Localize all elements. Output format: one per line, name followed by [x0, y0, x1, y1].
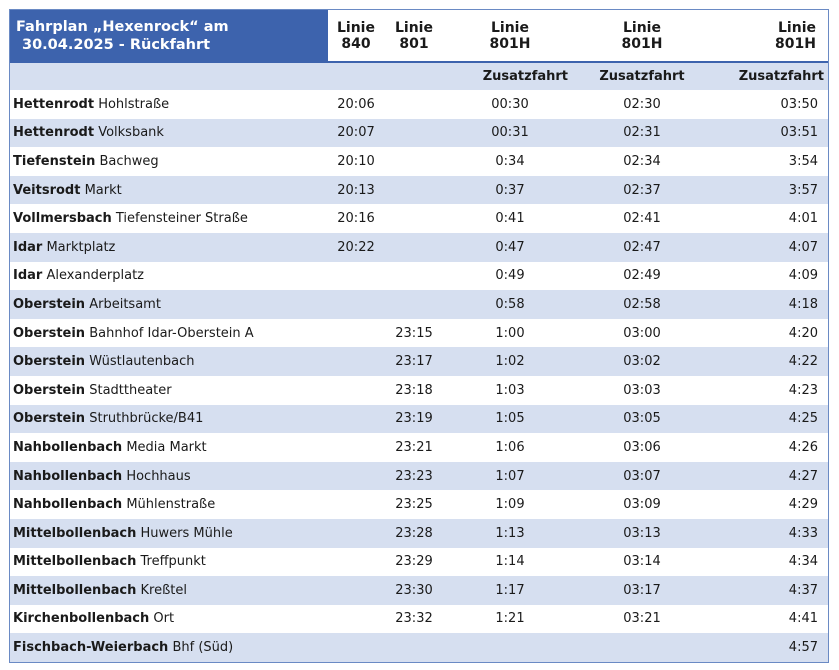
time-801h-2: 02:41: [623, 211, 661, 227]
time-801: 23:32: [395, 611, 433, 627]
time-801h-1: 00:30: [491, 96, 529, 112]
timetable-frame: [9, 9, 829, 663]
time-801: [384, 262, 444, 291]
stop-place: Oberstein: [13, 296, 86, 312]
time-840: [328, 548, 384, 577]
stop-place: Oberstein: [13, 382, 86, 398]
subheader-840: [328, 62, 384, 90]
time-840: 20:22: [337, 239, 375, 255]
stop-name: [10, 347, 328, 376]
stop-detail: Huwers Mühle: [140, 525, 233, 541]
time-801h-1: 00:31: [491, 125, 529, 141]
header-row: [10, 10, 828, 62]
time-801: [384, 204, 444, 233]
table-row: [10, 176, 828, 205]
time-801: [384, 119, 444, 148]
table-row: [10, 433, 828, 462]
time-801h-1: 1:09: [495, 497, 525, 513]
time-801h-3: 4:34: [788, 554, 818, 570]
time-801h-2: 02:31: [623, 125, 661, 141]
time-801h-1: [444, 633, 576, 662]
time-801: 23:25: [395, 497, 433, 513]
stop-detail: Bahnhof Idar-Oberstein A: [89, 325, 254, 341]
time-801: [384, 290, 444, 319]
time-801: 23:23: [395, 468, 433, 484]
table-row: [10, 347, 828, 376]
time-801: [384, 176, 444, 205]
stop-name: [10, 405, 328, 434]
stop-place: Idar: [13, 268, 43, 284]
time-801h-3: 4:01: [788, 211, 818, 227]
stop-place: Oberstein: [13, 354, 86, 370]
time-801h-2: 02:37: [623, 182, 661, 198]
column-header-840: Linie 840: [328, 10, 384, 62]
time-801h-3: 4:57: [788, 640, 818, 656]
time-840: [328, 605, 384, 634]
stop-detail: Bachweg: [99, 153, 159, 169]
time-801h-1: 1:21: [495, 611, 525, 627]
time-801h-2: 03:17: [623, 582, 661, 598]
table-row: [10, 576, 828, 605]
stop-place: Mittelbollenbach: [13, 582, 137, 598]
table-row: [10, 204, 828, 233]
stop-name: [10, 490, 328, 519]
time-801h-2: 03:05: [623, 411, 661, 427]
title-line-1: Fahrplan „Hexenrock“ am: [16, 18, 229, 35]
table-row: [10, 462, 828, 491]
time-801: [384, 147, 444, 176]
time-801h-2: 03:06: [623, 439, 661, 455]
time-801h-3: 4:37: [788, 582, 818, 598]
time-801: 23:19: [395, 411, 433, 427]
time-801h-1: 1:13: [495, 525, 525, 541]
column-header-801h-1: Linie 801H: [444, 10, 576, 62]
timetable: [10, 10, 828, 662]
time-801h-1: 0:49: [495, 268, 525, 284]
stop-place: Kirchenbollenbach: [13, 611, 150, 627]
time-801h-2: 03:07: [623, 468, 661, 484]
time-801h-2: 03:13: [623, 525, 661, 541]
time-801h-1: 0:37: [495, 182, 525, 198]
time-801: 23:30: [395, 582, 433, 598]
timetable-body: [10, 90, 828, 662]
time-840: [328, 405, 384, 434]
time-801h-1: 1:07: [495, 468, 525, 484]
column-header-801: Linie 801: [384, 10, 444, 62]
time-801: [384, 633, 444, 662]
time-801: [384, 90, 444, 119]
time-801h-3: 4:29: [788, 497, 818, 513]
subheader-801h-1: Zusatzfahrt: [384, 62, 576, 90]
stop-detail: Markt: [84, 182, 122, 198]
time-801h-2: 02:58: [623, 296, 661, 312]
time-840: 20:06: [337, 96, 375, 112]
stop-place: Nahbollenbach: [13, 497, 123, 513]
stop-place: Mittelbollenbach: [13, 525, 137, 541]
stop-name: [10, 576, 328, 605]
time-801h-1: 1:02: [495, 354, 525, 370]
table-row: [10, 147, 828, 176]
time-801h-2: 03:21: [623, 611, 661, 627]
time-801h-3: 4:33: [788, 525, 818, 541]
time-801h-1: 1:03: [495, 382, 525, 398]
time-801h-3: 4:22: [788, 354, 818, 370]
time-840: 20:07: [337, 125, 375, 141]
stop-place: Oberstein: [13, 325, 86, 341]
table-row: [10, 319, 828, 348]
time-801h-2: 03:14: [623, 554, 661, 570]
stop-name: [10, 262, 328, 291]
time-801h-2: 03:02: [623, 354, 661, 370]
stop-detail: Arbeitsamt: [89, 296, 161, 312]
stop-place: Nahbollenbach: [13, 468, 123, 484]
time-801h-3: 4:07: [788, 239, 818, 255]
subheader-801h-2: Zusatzfahrt: [576, 62, 708, 90]
time-840: [328, 319, 384, 348]
stop-detail: Ort: [153, 611, 175, 627]
time-801h-3: 4:20: [788, 325, 818, 341]
time-840: 20:16: [337, 211, 375, 227]
time-801: 23:28: [395, 525, 433, 541]
table-row: [10, 633, 828, 662]
time-801h-2: 02:34: [623, 153, 661, 169]
stop-place: Nahbollenbach: [13, 439, 123, 455]
time-801h-2: 03:03: [623, 382, 661, 398]
time-801h-3: 4:41: [788, 611, 818, 627]
time-801h-1: 0:47: [495, 239, 525, 255]
table-row: [10, 119, 828, 148]
time-801h-1: 0:58: [495, 296, 525, 312]
time-840: [328, 376, 384, 405]
table-row: [10, 262, 828, 291]
time-801h-3: 03:50: [780, 96, 818, 112]
stop-place: Fischbach-Weierbach: [13, 640, 169, 656]
stop-detail: Wüstlautenbach: [89, 354, 195, 370]
time-801h-1: 1:14: [495, 554, 525, 570]
time-801h-1: 0:41: [495, 211, 525, 227]
time-801h-3: 4:23: [788, 382, 818, 398]
time-801h-1: 1:17: [495, 582, 525, 598]
time-840: [328, 433, 384, 462]
table-row: [10, 290, 828, 319]
time-801h-3: 3:57: [788, 182, 818, 198]
subheader-row: [10, 62, 828, 90]
stop-name: [10, 433, 328, 462]
stop-name: [10, 633, 328, 662]
table-row: [10, 90, 828, 119]
stop-detail: Hohlstraße: [98, 96, 170, 112]
stop-detail: Volksbank: [98, 125, 164, 141]
time-801h-3: 4:25: [788, 411, 818, 427]
stop-place: Oberstein: [13, 411, 86, 427]
column-header-801h-3: Linie 801H: [708, 10, 828, 62]
time-801: [384, 233, 444, 262]
table-row: [10, 233, 828, 262]
table-row: [10, 490, 828, 519]
time-801h-3: 4:09: [788, 268, 818, 284]
time-801: 23:15: [395, 325, 433, 341]
time-840: [328, 576, 384, 605]
table-row: [10, 376, 828, 405]
stop-name: [10, 119, 328, 148]
table-row: [10, 605, 828, 634]
stop-place: Hettenrodt: [13, 125, 95, 141]
time-801h-3: 4:27: [788, 468, 818, 484]
stop-name: [10, 90, 328, 119]
stop-name: [10, 605, 328, 634]
time-840: [328, 462, 384, 491]
stop-place: Hettenrodt: [13, 96, 95, 112]
time-801h-2: 02:49: [623, 268, 661, 284]
time-840: 20:13: [337, 182, 375, 198]
table-row: [10, 548, 828, 577]
time-801h-1: 1:05: [495, 411, 525, 427]
stop-place: Idar: [13, 239, 43, 255]
time-840: [328, 519, 384, 548]
stop-name: [10, 519, 328, 548]
time-801h-2: 02:30: [623, 96, 661, 112]
title-line-2: 30.04.2025 - Rückfahrt: [22, 36, 211, 53]
time-801h-1: 1:06: [495, 439, 525, 455]
time-840: 20:10: [337, 153, 375, 169]
stop-place: Tiefenstein: [13, 153, 96, 169]
stop-detail: Alexanderplatz: [46, 268, 144, 284]
time-801h-2: 02:47: [623, 239, 661, 255]
time-840: [328, 490, 384, 519]
stop-place: Veitsrodt: [13, 182, 81, 198]
stop-name: [10, 548, 328, 577]
stop-detail: Mühlenstraße: [126, 497, 216, 513]
stop-name: [10, 290, 328, 319]
time-801: 23:17: [395, 354, 433, 370]
time-840: [328, 633, 384, 662]
time-801: 23:18: [395, 382, 433, 398]
subheader-empty: [10, 62, 328, 90]
time-801h-3: 4:18: [788, 296, 818, 312]
time-801h-2: [576, 633, 708, 662]
time-840: [328, 262, 384, 291]
time-801h-3: 03:51: [780, 125, 818, 141]
time-801h-3: 3:54: [788, 153, 818, 169]
stop-place: Vollmersbach: [13, 211, 112, 227]
time-801h-3: 4:26: [788, 439, 818, 455]
time-801h-1: 1:00: [495, 325, 525, 341]
stop-detail: Bhf (Süd): [172, 640, 234, 656]
time-840: [328, 347, 384, 376]
time-801h-2: 03:09: [623, 497, 661, 513]
time-801h-1: 0:34: [495, 153, 525, 169]
stop-name: [10, 147, 328, 176]
time-801h-2: 03:00: [623, 325, 661, 341]
stop-detail: Kreßtel: [140, 582, 187, 598]
stop-detail: Marktplatz: [46, 239, 116, 255]
stop-detail: Stadttheater: [89, 382, 172, 398]
stop-name: [10, 319, 328, 348]
stop-name: [10, 204, 328, 233]
time-840: [328, 290, 384, 319]
stop-detail: Tiefensteiner Straße: [115, 211, 248, 227]
table-row: [10, 405, 828, 434]
stop-detail: Struthbrücke/B41: [89, 411, 204, 427]
subheader-801h-3: Zusatzfahrt: [708, 62, 828, 90]
time-801: 23:29: [395, 554, 433, 570]
stop-name: [10, 176, 328, 205]
stop-detail: Treffpunkt: [140, 554, 206, 570]
stop-name: [10, 233, 328, 262]
column-header-801h-2: Linie 801H: [576, 10, 708, 62]
time-801: 23:21: [395, 439, 433, 455]
stop-name: [10, 376, 328, 405]
stop-place: Mittelbollenbach: [13, 554, 137, 570]
stop-name: [10, 462, 328, 491]
stop-detail: Hochhaus: [126, 468, 191, 484]
timetable-title: [10, 10, 328, 62]
table-row: [10, 519, 828, 548]
stop-detail: Media Markt: [126, 439, 207, 455]
